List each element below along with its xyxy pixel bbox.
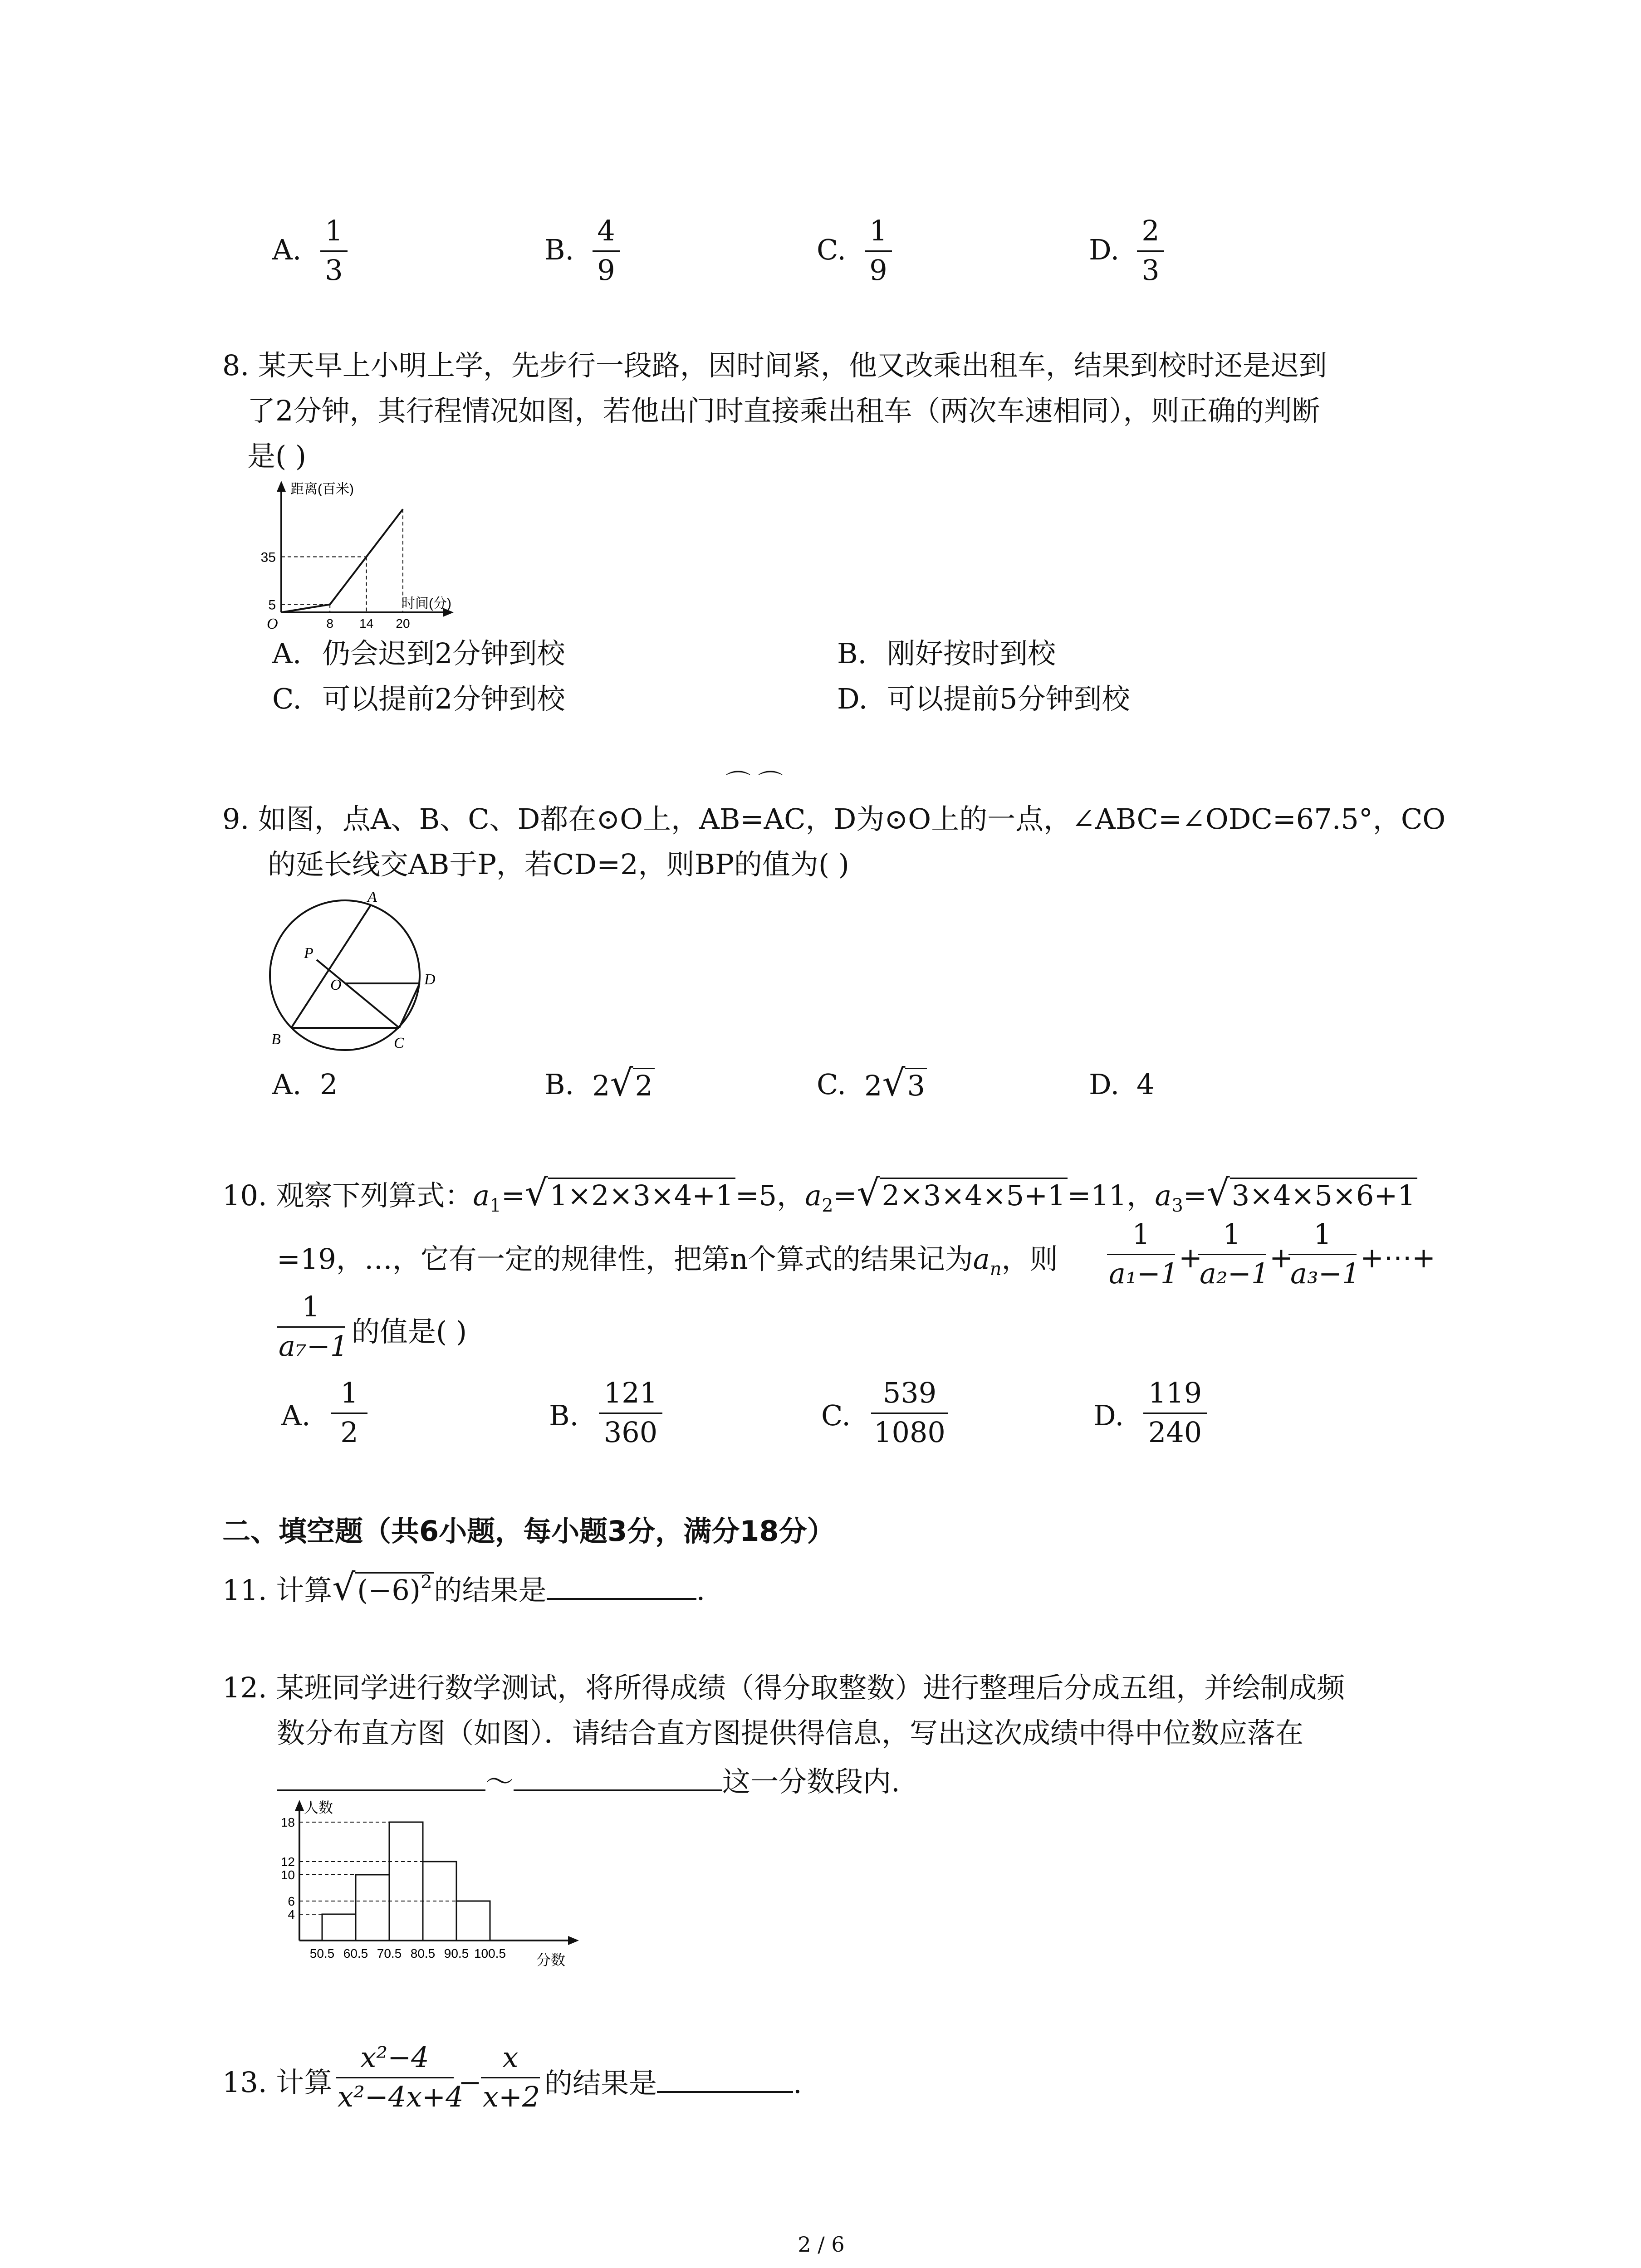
label-a: A <box>367 889 377 905</box>
numerator: 2 <box>1141 214 1160 247</box>
y-tick-label: 18 <box>280 1815 295 1829</box>
q12-stem-line-3 <box>277 1767 900 1796</box>
denominator: a₇−1 <box>279 1330 348 1363</box>
q10-option-c-fraction <box>871 1376 948 1449</box>
q9-option-c-label: C. <box>817 1068 846 1101</box>
coefficient: 2 <box>592 1069 610 1102</box>
q7-option-b-fraction <box>593 214 620 287</box>
a3-name: a <box>1155 1179 1172 1212</box>
histogram-bar <box>389 1822 423 1941</box>
q8-distance-time-graph <box>245 476 481 631</box>
numerator: 1 <box>302 1290 320 1323</box>
segment-cd <box>399 983 420 1028</box>
q10-stem-line-1: 10. 观察下列算式：$a_1=√1\times 2\times 3\times 4+1=5$，$a_2=√2\times 3\times 4\times 5+1=11$，$a_3=√3\times 4\times 5\times 6+1$ <box>222 1175 1417 1215</box>
y-tick-label: 35 <box>260 550 276 565</box>
q7-option-d-fraction <box>1137 214 1164 287</box>
q8-option-b-text: 刚好按时到校 <box>887 637 1056 670</box>
x-tick-label: 60.5 <box>343 1946 368 1960</box>
q13-fraction-2 <box>481 2043 540 2111</box>
q12-histogram <box>263 1796 608 1969</box>
q10-option-a-label: A. <box>281 1399 311 1432</box>
y-tick-label: 5 <box>268 597 276 613</box>
tilde: ～ <box>485 1765 514 1798</box>
label-c: C <box>394 1035 404 1051</box>
q10-stem-line-3: 的值是( ) <box>352 1315 467 1348</box>
x-tick-label: 50.5 <box>309 1946 335 1960</box>
radicand: 2 <box>633 1068 654 1102</box>
y-axis-arrow <box>277 481 286 492</box>
numerator: 1 <box>1223 1217 1241 1251</box>
q12-answer-blank-high[interactable] <box>514 1767 722 1791</box>
q10-fraction-1 <box>1107 1217 1179 1290</box>
distance-line <box>281 509 403 613</box>
lead-text: 10. 观察下列算式： <box>222 1179 473 1212</box>
q7-option-a-fraction <box>320 214 348 287</box>
ellipsis-sum: +⋯+ <box>1360 1241 1435 1274</box>
y-tick-label: 10 <box>280 1868 295 1882</box>
segment-ab <box>291 904 371 1028</box>
a3-radical: √3×4×5×6+1 <box>1207 1175 1417 1211</box>
q8-option-a-label: A. <box>272 637 302 670</box>
denominator: 3 <box>325 254 343 287</box>
q11-tail: 的结果是 <box>434 1574 547 1607</box>
y-tick-label: 6 <box>288 1894 295 1908</box>
q7-option-c-fraction <box>865 214 892 287</box>
page-number: 2 / 6 <box>798 2232 845 2257</box>
q10-option-a-fraction <box>331 1376 367 1449</box>
a1-subscript: 1 <box>490 1195 501 1216</box>
y-axis-label: 人数 <box>304 1799 333 1816</box>
segment-cp <box>317 960 399 1028</box>
denominator: x²−4x+4 <box>338 2080 464 2113</box>
denominator: 3 <box>1141 254 1160 287</box>
q9-option-b-value <box>592 1062 655 1104</box>
section-2-heading: 二、填空题（共6小题，每小题3分，满分18分） <box>222 1515 835 1548</box>
q13-tail <box>544 2067 802 2100</box>
q12-stem-line-1: 12. 某班同学进行数学测试，将所得成绩（得分取整数）进行整理后分成五组，并绘制成频 <box>222 1671 1345 1704</box>
q7-option-c-label: C. <box>817 233 846 266</box>
numerator: 1 <box>869 214 887 247</box>
q8-option-b-label: B. <box>837 637 867 670</box>
plus-sign: + <box>1269 1241 1293 1274</box>
numerator: 539 <box>882 1376 937 1409</box>
q12-stem-line-2: 数分布直方图（如图）．请结合直方图提供得信息，写出这次成绩中得中位数应落在 <box>277 1716 1304 1750</box>
exponent: 2 <box>421 1572 432 1593</box>
histogram-marks <box>281 1815 506 1960</box>
numerator: 1 <box>340 1376 358 1409</box>
q9-option-a-text: 2 <box>320 1068 338 1101</box>
y-axis-arrow <box>295 1800 304 1811</box>
line2-text: =19，…，它有一定的规律性，把第n个算式的结果记为 <box>277 1242 973 1276</box>
origin-label: O <box>267 616 278 631</box>
q13-after-text: 的结果是 <box>544 2067 657 2100</box>
q13-lead: 13. 计算 <box>222 2066 333 2099</box>
line2-then: ，则 <box>1001 1242 1058 1276</box>
x-axis-arrow <box>568 1936 579 1945</box>
numerator: x²−4 <box>360 2041 429 2074</box>
q12-tail: 这一分数段内. <box>722 1765 900 1798</box>
denominator: 1080 <box>874 1416 945 1449</box>
q11-lead: 11. 计算 <box>222 1574 333 1607</box>
x-axis-label: 分数 <box>536 1952 566 1968</box>
q9-circle-figure <box>259 885 449 1057</box>
x-tick-label: 20 <box>396 616 410 631</box>
q9-stem-line-2: 的延长线交AB于P，若CD=2，则BP的值为( ) <box>268 848 849 881</box>
an-subscript: n <box>989 1259 1002 1280</box>
q13-fraction-1 <box>336 2041 464 2113</box>
q11-radical: $√(-6)^2$ <box>332 1569 434 1606</box>
histogram-bar <box>356 1875 389 1941</box>
q8-option-a-text: 仍会迟到2分钟到校 <box>322 637 565 670</box>
denominator: 9 <box>597 254 615 287</box>
q8-option-c-label: C. <box>272 682 302 715</box>
a2-name: a <box>805 1179 822 1212</box>
q9-option-a-label: A. <box>272 1068 302 1101</box>
x-tick-label: 14 <box>359 616 374 631</box>
q8-option-d-label: D. <box>837 682 868 715</box>
minus-sign: − <box>458 2066 482 2099</box>
q9-stem-line-1: 9. 如图，点A、B、C、D都在⊙O上，AB=AC，D为⊙O上的一点，∠ABC=∠ODC=67.5°，CO <box>222 802 1446 836</box>
x-tick-label: 70.5 <box>377 1946 402 1960</box>
numerator: 4 <box>597 214 615 247</box>
denominator: 360 <box>603 1416 658 1449</box>
q9-arc-marks: ⌒ ⌒ <box>726 769 783 797</box>
histogram-bar <box>322 1914 356 1941</box>
question-11 <box>222 1566 705 1608</box>
numerator: 1 <box>325 214 343 247</box>
q10-option-d-fraction <box>1143 1376 1207 1449</box>
a3-subscript: 3 <box>1171 1195 1183 1216</box>
a2-radical: √2×3×4×5+1 <box>857 1175 1067 1211</box>
q10-option-b-label: B. <box>549 1399 579 1432</box>
q11-period: . <box>696 1574 705 1607</box>
an-name: a <box>973 1242 990 1276</box>
x-tick-label: 8 <box>326 616 333 631</box>
a2-subscript: 2 <box>822 1195 833 1216</box>
q8-stem-line-2: 了2分钟，其行程情况如图，若他出门时直接乘出租车（两次车速相同），则正确的判断 <box>247 394 1320 427</box>
q7-option-b-label: B. <box>544 233 574 266</box>
numerator: 121 <box>603 1376 658 1409</box>
q12-answer-blank-low[interactable] <box>277 1767 485 1791</box>
y-tick-label: 4 <box>288 1907 295 1921</box>
q11-answer-blank[interactable] <box>547 1575 696 1600</box>
radical: √2 <box>610 1065 654 1101</box>
a1-radicand: 1×2×3×4+1 <box>548 1178 735 1212</box>
q10-stem-line-2 <box>277 1242 1058 1280</box>
x-tick-label: 80.5 <box>410 1946 436 1960</box>
label-b: B <box>271 1031 281 1048</box>
x-tick-label: 100.5 <box>474 1946 506 1960</box>
q9-option-d-label: D. <box>1089 1068 1120 1101</box>
q13-period: . <box>793 2067 802 2100</box>
y-tick-label: 12 <box>280 1855 295 1869</box>
a1-radical: √1×2×3×4+1 <box>525 1175 735 1211</box>
y-axis-label: 距离(百米) <box>290 482 354 497</box>
q7-option-a-label: A. <box>272 233 302 266</box>
histogram-bar <box>456 1901 490 1941</box>
numerator: 1 <box>1313 1217 1332 1251</box>
x-tick-label: 90.5 <box>444 1946 469 1960</box>
q8-option-c-text: 可以提前2分钟到校 <box>322 682 565 715</box>
label-d: D <box>424 971 436 988</box>
q10-fraction-7 <box>277 1290 348 1363</box>
denominator: 240 <box>1148 1416 1202 1449</box>
q9-option-b-label: B. <box>544 1068 574 1101</box>
q10-option-d-label: D. <box>1093 1399 1124 1432</box>
q7-option-d-label: D. <box>1089 233 1120 266</box>
denominator: 9 <box>869 254 887 287</box>
radicand: 3 <box>905 1068 926 1102</box>
plus-sign: + <box>1179 1241 1202 1274</box>
a2-result: =11， <box>1067 1179 1155 1212</box>
denominator: 2 <box>340 1416 358 1449</box>
numerator: 119 <box>1148 1376 1202 1409</box>
radical: √3 <box>882 1065 926 1101</box>
coefficient: 2 <box>864 1069 882 1102</box>
label-p: P <box>304 945 314 962</box>
q10-option-b-fraction <box>599 1376 662 1449</box>
q8-stem-line-3: 是( ) <box>247 440 307 473</box>
label-o: O <box>330 977 342 993</box>
q10-option-c-label: C. <box>821 1399 851 1432</box>
numerator: x <box>502 2041 519 2074</box>
q10-fraction-2 <box>1198 1217 1269 1290</box>
a3-radicand: 3×4×5×6+1 <box>1230 1178 1417 1212</box>
a1-name: a <box>473 1179 490 1212</box>
q9-option-d-text: 4 <box>1136 1068 1155 1101</box>
denominator: a₂−1 <box>1200 1257 1269 1290</box>
x-axis-label: 时间(分) <box>402 596 451 611</box>
denominator: x+2 <box>483 2080 540 2113</box>
denominator: a₁−1 <box>1109 1257 1179 1290</box>
denominator: a₃−1 <box>1290 1257 1360 1290</box>
q8-stem-line-1: 8. 某天早上小明上学，先步行一段路，因时间紧，他又改乘出租车，结果到校时还是迟到 <box>222 349 1327 382</box>
q9-option-c-value <box>864 1062 927 1104</box>
a2-radicand: 2×3×4×5+1 <box>880 1178 1067 1212</box>
q13-answer-blank[interactable] <box>657 2068 793 2093</box>
numerator: 1 <box>1132 1217 1150 1251</box>
q8-option-d-text: 可以提前5分钟到校 <box>887 682 1130 715</box>
a1-result: =5， <box>735 1179 805 1212</box>
radicand: (−6) <box>357 1574 421 1607</box>
q10-fraction-3 <box>1288 1217 1360 1290</box>
